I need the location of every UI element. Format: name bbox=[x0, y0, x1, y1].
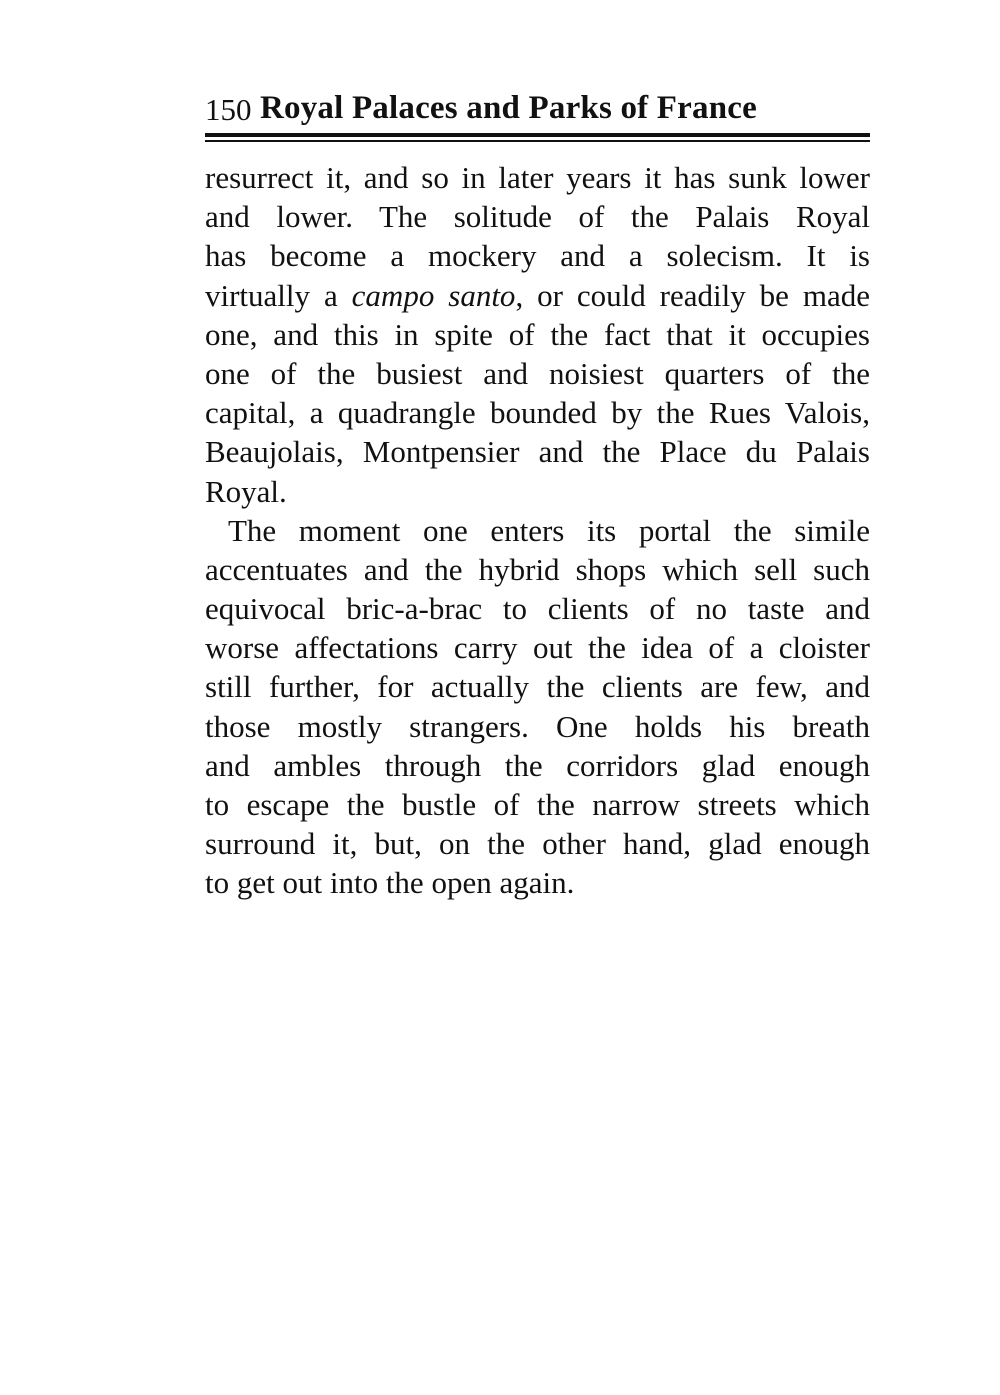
text-line: and ambles through the corridors glad enough bbox=[205, 747, 870, 783]
text-line: one, and this in spite of the fact that it occupies bbox=[205, 316, 870, 352]
text-segment: virtually a bbox=[205, 277, 352, 313]
text-line: The moment one enters its portal the simile bbox=[228, 512, 870, 548]
text-line bbox=[205, 276, 870, 315]
page-body bbox=[205, 158, 870, 903]
text-line: Beaujolais, Montpensier and the Place du Palais bbox=[205, 434, 870, 470]
text-line: to escape the bustle of the narrow streets which bbox=[205, 787, 870, 822]
header-rule-thick bbox=[205, 133, 870, 137]
text-line: accentuates and the hybrid shops which sell such bbox=[205, 551, 870, 587]
text-line: and lower. The solitude of the Palais Royal bbox=[205, 199, 870, 235]
text-line: has become a mockery and a solecism. It is bbox=[205, 238, 870, 274]
text-line: capital, a quadrangle bounded by the Rues Valois, bbox=[205, 395, 870, 431]
running-title: Royal Palaces and Parks of France bbox=[260, 90, 757, 126]
italic-phrase: campo santo bbox=[351, 277, 516, 313]
text-line: equivocal bric-a-brac to clients of no taste and bbox=[205, 591, 870, 627]
text-segment: , or could readily be made bbox=[515, 277, 871, 313]
text-line: still further, for actually the clients are few, and bbox=[205, 669, 870, 705]
text-line: worse affectations carry out the idea of a cloister bbox=[205, 630, 870, 666]
text-line: those mostly strangers. One holds his breath bbox=[205, 708, 870, 744]
text-line: to get out into the open again. bbox=[205, 865, 575, 901]
text-line: Royal. bbox=[205, 473, 287, 509]
text-line: one of the busiest and noisiest quarters of the bbox=[205, 355, 870, 391]
text-line: resurrect it, and so in later years it has sunk lower bbox=[205, 160, 870, 195]
header-rule-thin bbox=[205, 140, 870, 142]
page-number: 150 bbox=[205, 92, 252, 127]
paragraph-1 bbox=[205, 158, 870, 511]
text-line: surround it, but, on the other hand, glad enough bbox=[205, 826, 870, 862]
paragraph-2 bbox=[205, 511, 870, 903]
